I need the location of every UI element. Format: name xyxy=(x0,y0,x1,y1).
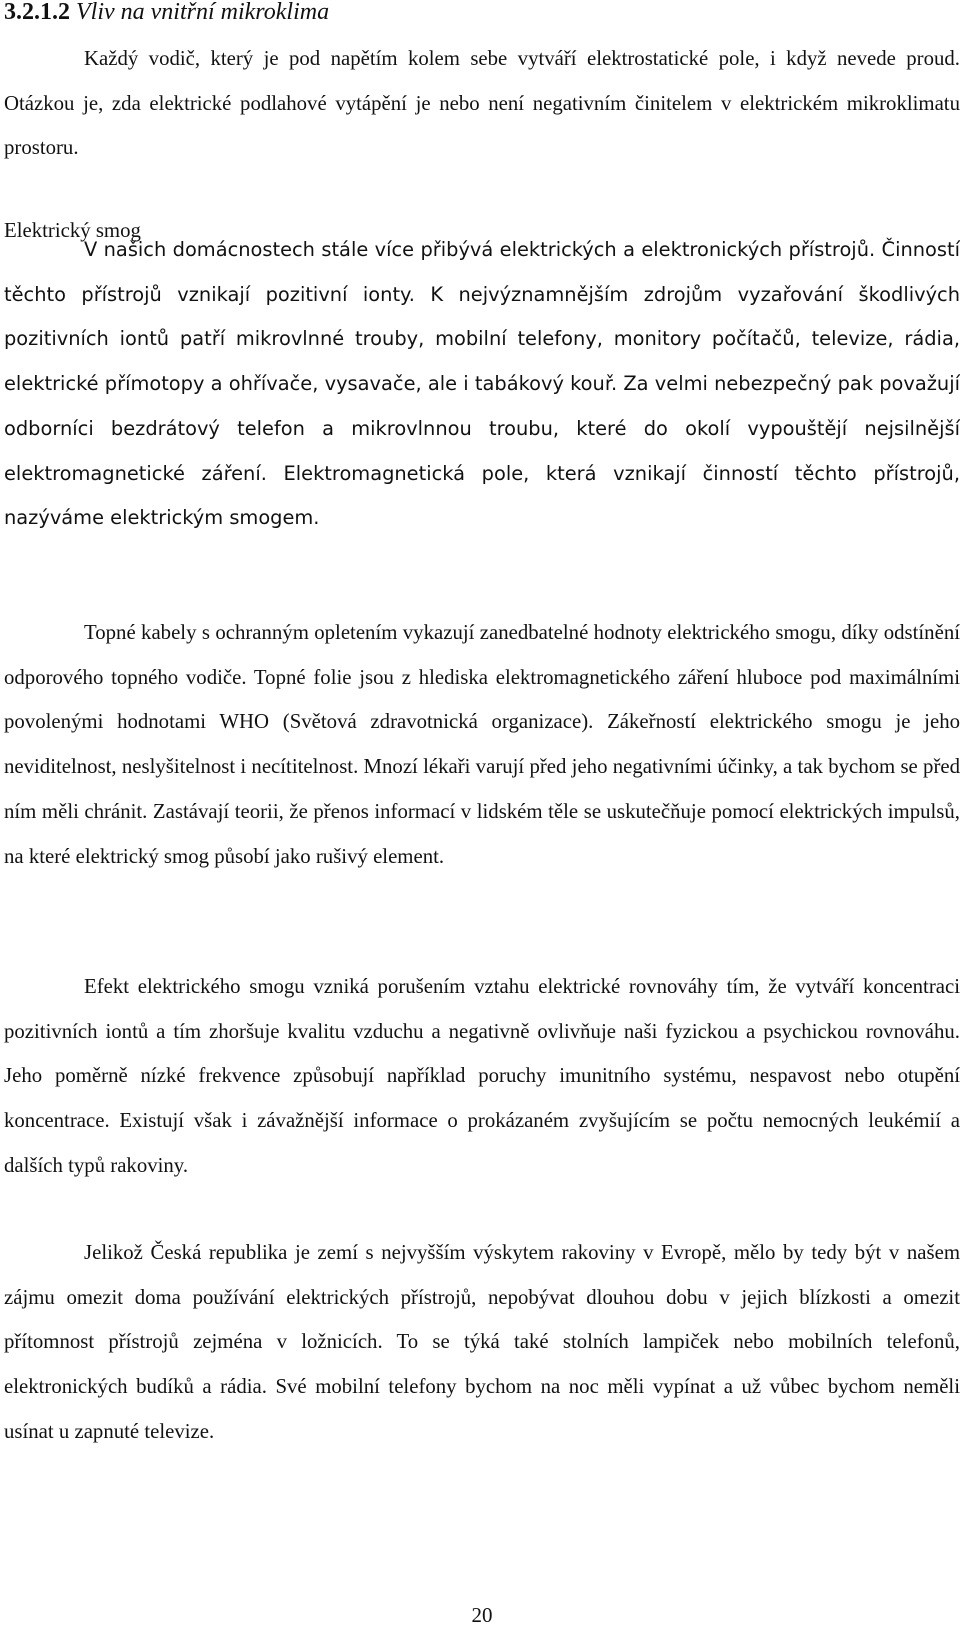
document-page xyxy=(4,0,960,1636)
paragraph-4: Efekt elektrického smogu vzniká porušením vztahu elektrické rovnováhy tím, že vytváří koncentraci pozitivních iontů a tím zhoršuje kvalitu vzduchu a negativně ovlivňuje naši fyzickou a psychickou rovnováhu. Jeho poměrně nízké frekvence způsobují například poruchy imunitního systému, nespavost nebo otupění koncentrace. Existují však i závažnější informace o prokázaném zvyšujícím se počtu nemocných leukémií a dalších typů rakoviny. xyxy=(4,975,960,1177)
paragraph-5: Jelikož Česká republika je zemí s nejvyšším výskytem rakoviny v Evropě, mělo by tedy být v našem zájmu omezit doma používání elektrických přístrojů, nepobývat dlouhou dobu v jejich blízkosti a omezit přítomnost přístrojů zejména v ložnicích. To se týká také stolních lampiček nebo mobilních telefonů, elektronických budíků a rádia. Své mobilní telefony bychom na noc měli vypínat a už vůbec bychom neměli usínat u zapnuté televize. xyxy=(4,1241,960,1443)
section-heading xyxy=(4,0,329,27)
page-number: 20 xyxy=(471,1603,493,1627)
subheading-electric-smog: Elektrický smog xyxy=(4,219,141,242)
paragraph-3: Topné kabely s ochranným opletením vykazují zanedbatelné hodnoty elektrického smogu, díky odstínění odporového topného vodiče. Topné folie jsou z hlediska elektromagnetického záření hluboce pod maximálními povolenými hodnotami WHO (Světová zdravotnická organizace). Zákeřností elektrického smogu je jeho neviditelnost, neslyšitelnost i necítitelnost. Mnozí lékaři varují před jeho negativními účinky, a tak bychom se před ním měli chránit. Zastávají teorii, že přenos informací v lidském těle se uskutečňuje pomocí elektrických impulsů, na které elektrický smog působí jako rušivý element. xyxy=(4,621,960,868)
paragraph-2: V našich domácnostech stále více přibývá elektrických a elektronických přístrojů. Činností těchto přístrojů vznikají pozitivní ionty. K nejvýznamnějším zdrojům vyzařování škodlivých pozitivních iontů patří mikrovlnné trouby, mobilní telefony, monitory počítačů, televize, rádia, elektrické přímotopy a ohřívače, vysavače, ale i tabákový kouř. Za velmi nebezpečný pak považují odborníci bezdrátový telefon a mikrovlnnou troubu, které do okolí vypouštějí nejsilnější elektromagnetické záření. Elektromagnetická pole, která vznikají činností těchto přístrojů, nazýváme elektrickým smogem. xyxy=(4,238,960,530)
section-number: 3.2.1.2 xyxy=(4,0,70,25)
paragraph-1: Každý vodič, který je pod napětím kolem sebe vytváří elektrostatické pole, i když nevede proud. Otázkou je, zda elektrické podlahové vytápění je nebo není negativním činitelem v elektrickém mikroklimatu prostoru. xyxy=(4,47,960,160)
section-title: Vliv na vnitřní mikroklima xyxy=(76,0,330,25)
